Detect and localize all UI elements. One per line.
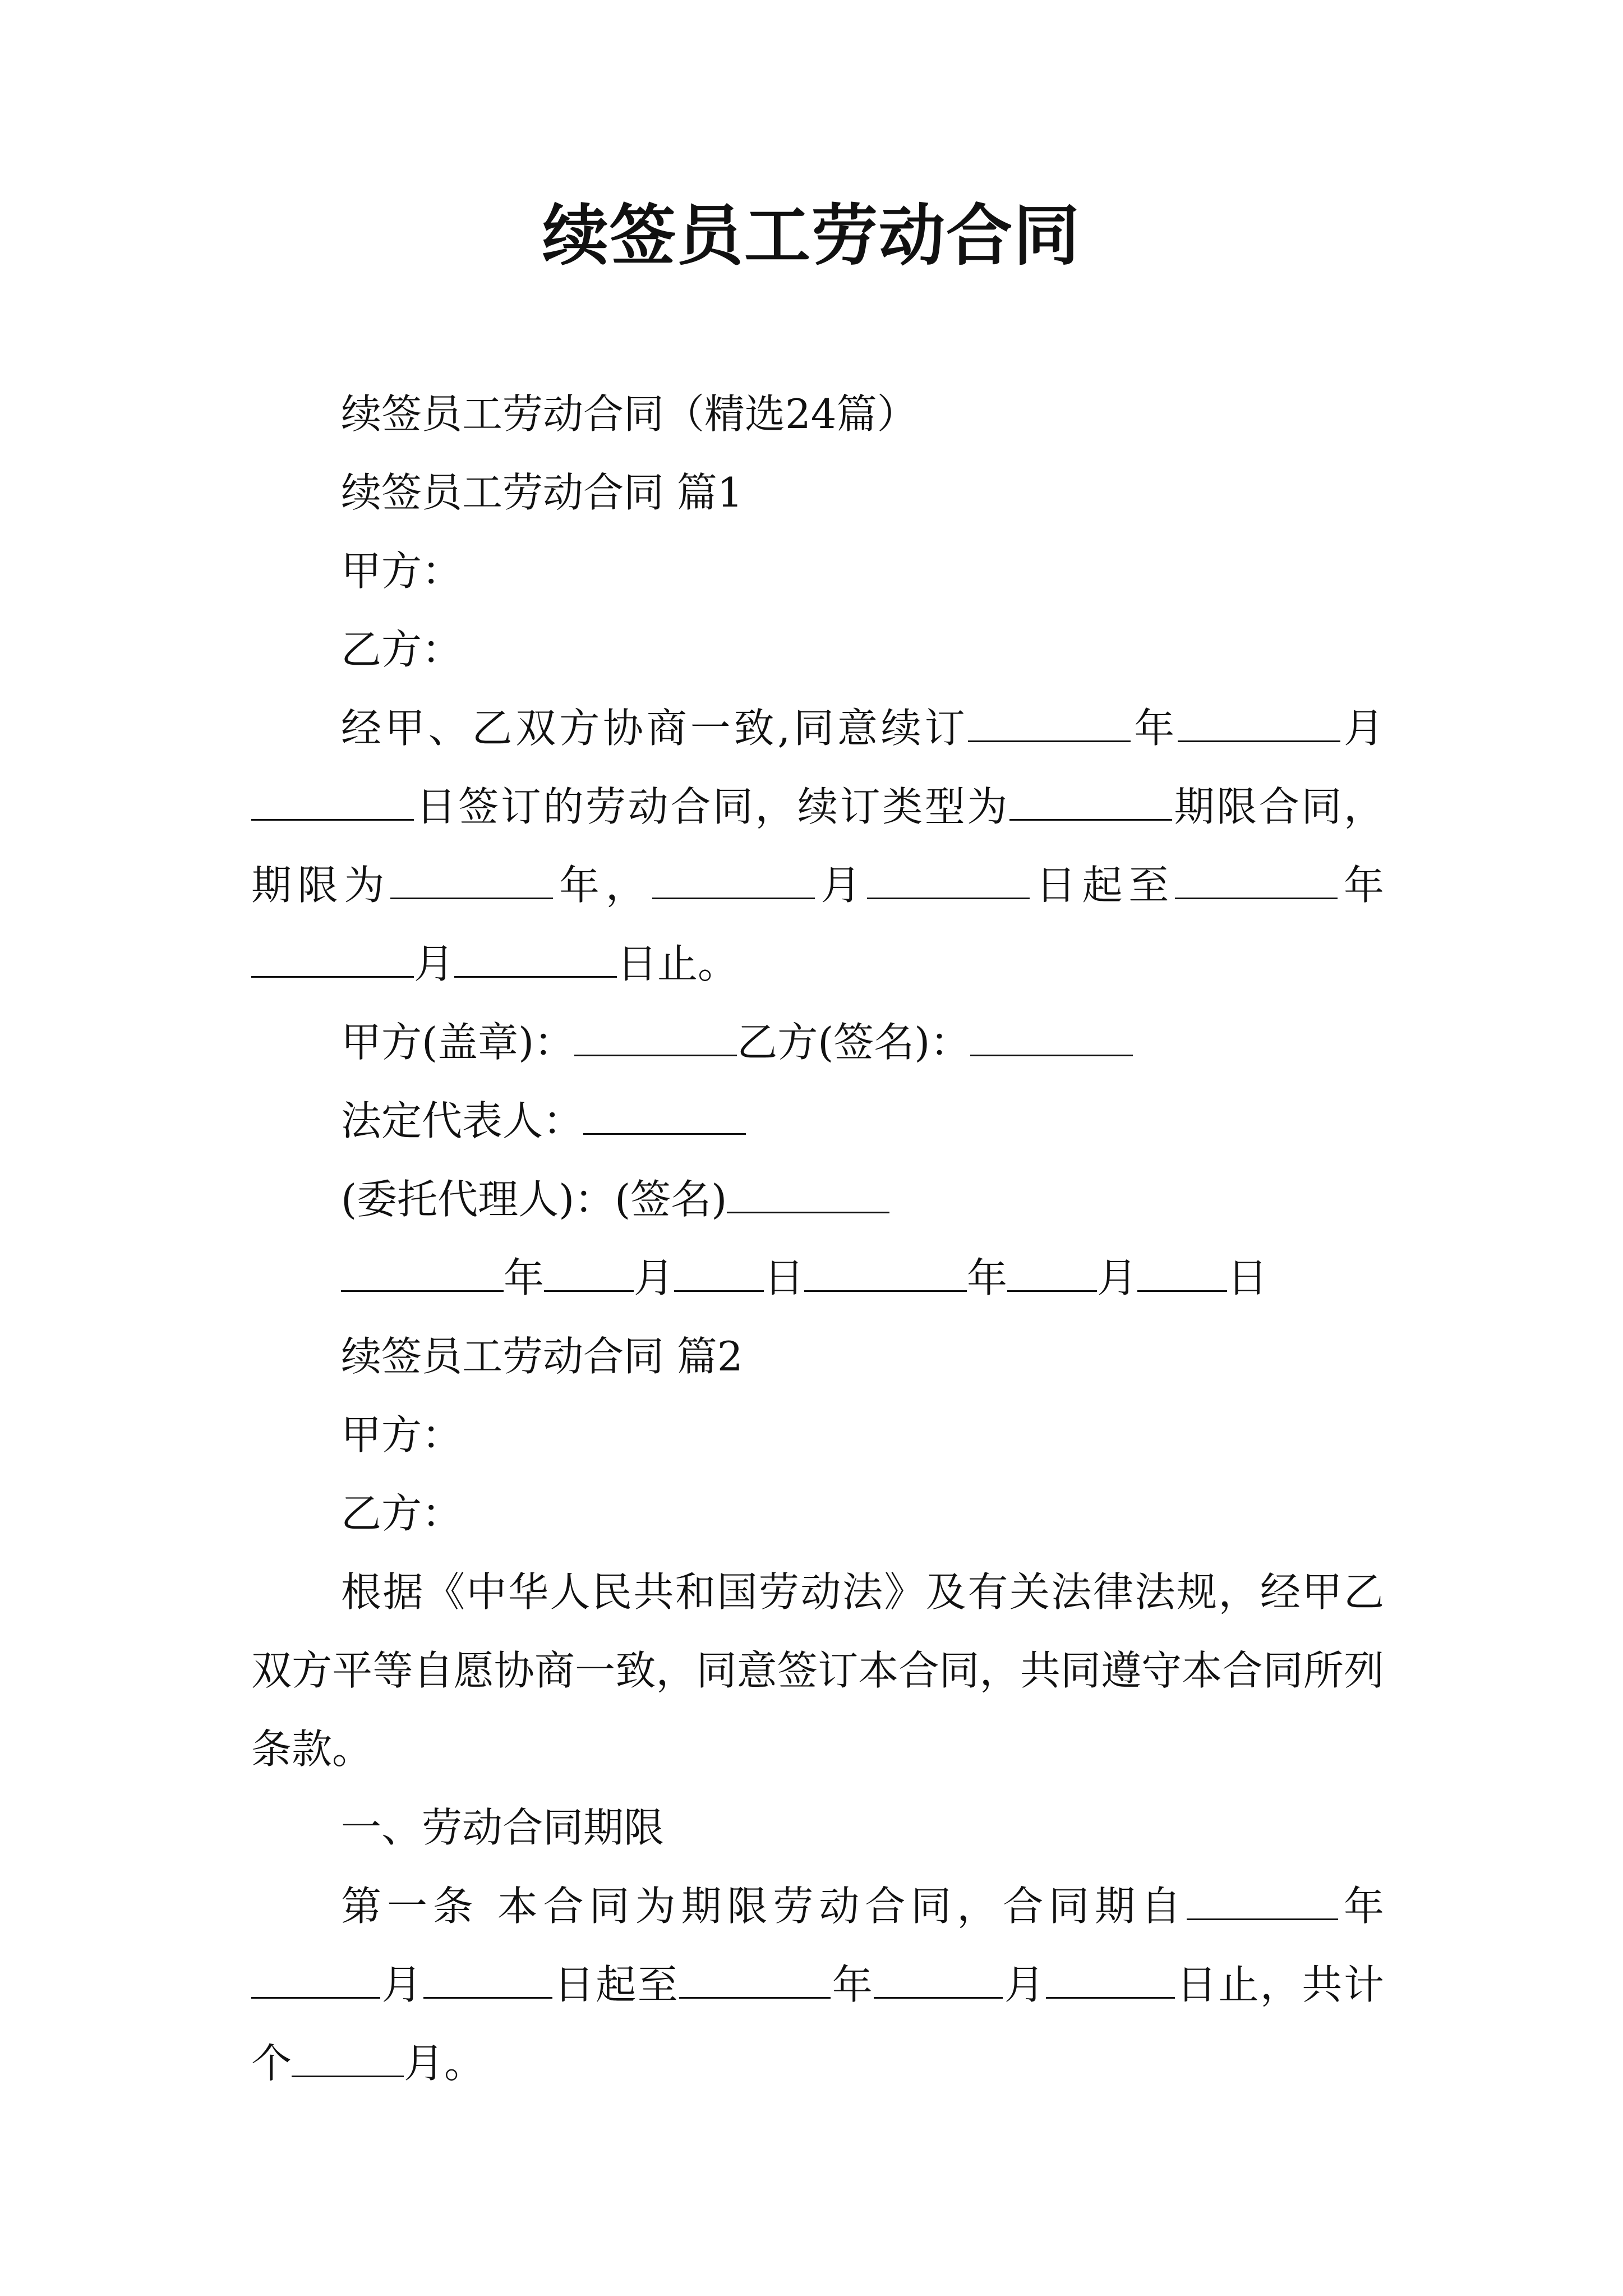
section1-heading: 续签员工劳动合同 篇1 — [341, 469, 743, 516]
blank-line — [574, 1021, 737, 1056]
article1-paragraph — [251, 1867, 1384, 2102]
blank-line — [251, 942, 414, 978]
blank-line — [679, 1963, 831, 1999]
blank-line — [251, 785, 414, 821]
renewal-text: 期限合同，期限为 — [251, 783, 1384, 909]
blank-line — [251, 1963, 380, 1999]
article-text: 日起至 — [552, 1961, 680, 2008]
section1-party-b: 乙方： — [341, 626, 463, 673]
renewal-text: 年 — [1131, 705, 1178, 752]
blank-line — [454, 942, 617, 978]
date-year: 年 — [967, 1254, 1008, 1301]
renewal-text: 年， — [553, 862, 652, 909]
renewal-text: 月 — [1340, 705, 1384, 752]
blank-line — [544, 1257, 634, 1292]
blank-line — [1178, 707, 1340, 742]
renewal-text: 经甲、乙双方协商一致,同意续订 — [341, 705, 969, 752]
legal-rep-label: 法定代表人： — [341, 1097, 584, 1144]
article-text: 月 — [1003, 1961, 1046, 2008]
section1-renewal-paragraph — [251, 689, 1384, 1003]
renewal-text: 月 — [414, 940, 455, 987]
section2-party-a: 甲方： — [341, 1411, 463, 1458]
section2-intro-paragraph: 根据《中华人民共和国劳动法》及有关法律法规，经甲乙双方平等自愿协商一致，同意签订本合同，共同遵守本合同所列条款。 — [251, 1568, 1384, 1773]
blank-line — [652, 864, 815, 899]
agent-label: (委托代理人)：(签名) — [341, 1176, 727, 1223]
article-text: 第一条 本合同为期限劳动合同，合同期自 — [341, 1883, 1187, 1930]
blank-line — [1009, 785, 1172, 821]
date-month: 月 — [634, 1254, 675, 1301]
section2-heading: 续签员工劳动合同 篇2 — [341, 1333, 743, 1380]
section2-party-b: 乙方： — [341, 1490, 463, 1537]
blank-line — [423, 1963, 552, 1999]
date-month: 月 — [1097, 1254, 1138, 1301]
blank-line — [1007, 1257, 1097, 1292]
signature-line-parties — [251, 1003, 1384, 1082]
agent-line — [251, 1160, 1384, 1239]
blank-line — [804, 1257, 967, 1292]
blank-line — [390, 864, 553, 899]
blank-line — [1137, 1257, 1227, 1292]
renewal-text: 日签订的劳动合同，续订类型为 — [414, 783, 1009, 830]
blank-line — [1175, 864, 1338, 899]
document-title: 续签员工劳动合同 — [542, 196, 1081, 274]
blank-line — [968, 707, 1131, 742]
renewal-text: 日止。 — [617, 940, 739, 987]
date-year: 年 — [504, 1254, 545, 1301]
chapter1-heading: 一、劳动合同期限 — [341, 1804, 665, 1851]
article-text: 月 — [380, 1961, 424, 2008]
document-body — [251, 375, 1384, 2102]
date-day: 日 — [1227, 1254, 1268, 1301]
signature-date-line — [251, 1239, 1384, 1317]
sign-party-b-label: 乙方(签名)： — [737, 1019, 971, 1066]
blank-line — [970, 1021, 1133, 1056]
blank-line — [1187, 1885, 1338, 1920]
article-text: 日止，共计个 — [251, 1961, 1384, 2087]
blank-line — [1046, 1963, 1175, 1999]
renewal-text: 日起至 — [1030, 862, 1175, 909]
blank-line — [727, 1178, 889, 1213]
blank-line — [867, 864, 1030, 899]
blank-line — [583, 1099, 746, 1135]
renewal-text: 年 — [1338, 862, 1384, 909]
sign-party-a-label: 甲方(盖章)： — [341, 1019, 575, 1066]
date-day: 日 — [764, 1254, 805, 1301]
subtitle: 续签员工劳动合同（精选24篇） — [341, 390, 917, 438]
article-text: 年 — [831, 1961, 874, 2008]
legal-representative-line — [251, 1082, 1384, 1160]
article-text: 年 — [1338, 1883, 1384, 1930]
blank-line — [674, 1257, 764, 1292]
blank-line — [292, 2042, 404, 2077]
blank-line — [874, 1963, 1003, 1999]
section1-party-a: 甲方： — [341, 547, 463, 595]
blank-line — [341, 1257, 504, 1292]
renewal-text: 月 — [814, 862, 868, 909]
article-text: 月。 — [404, 2040, 485, 2087]
